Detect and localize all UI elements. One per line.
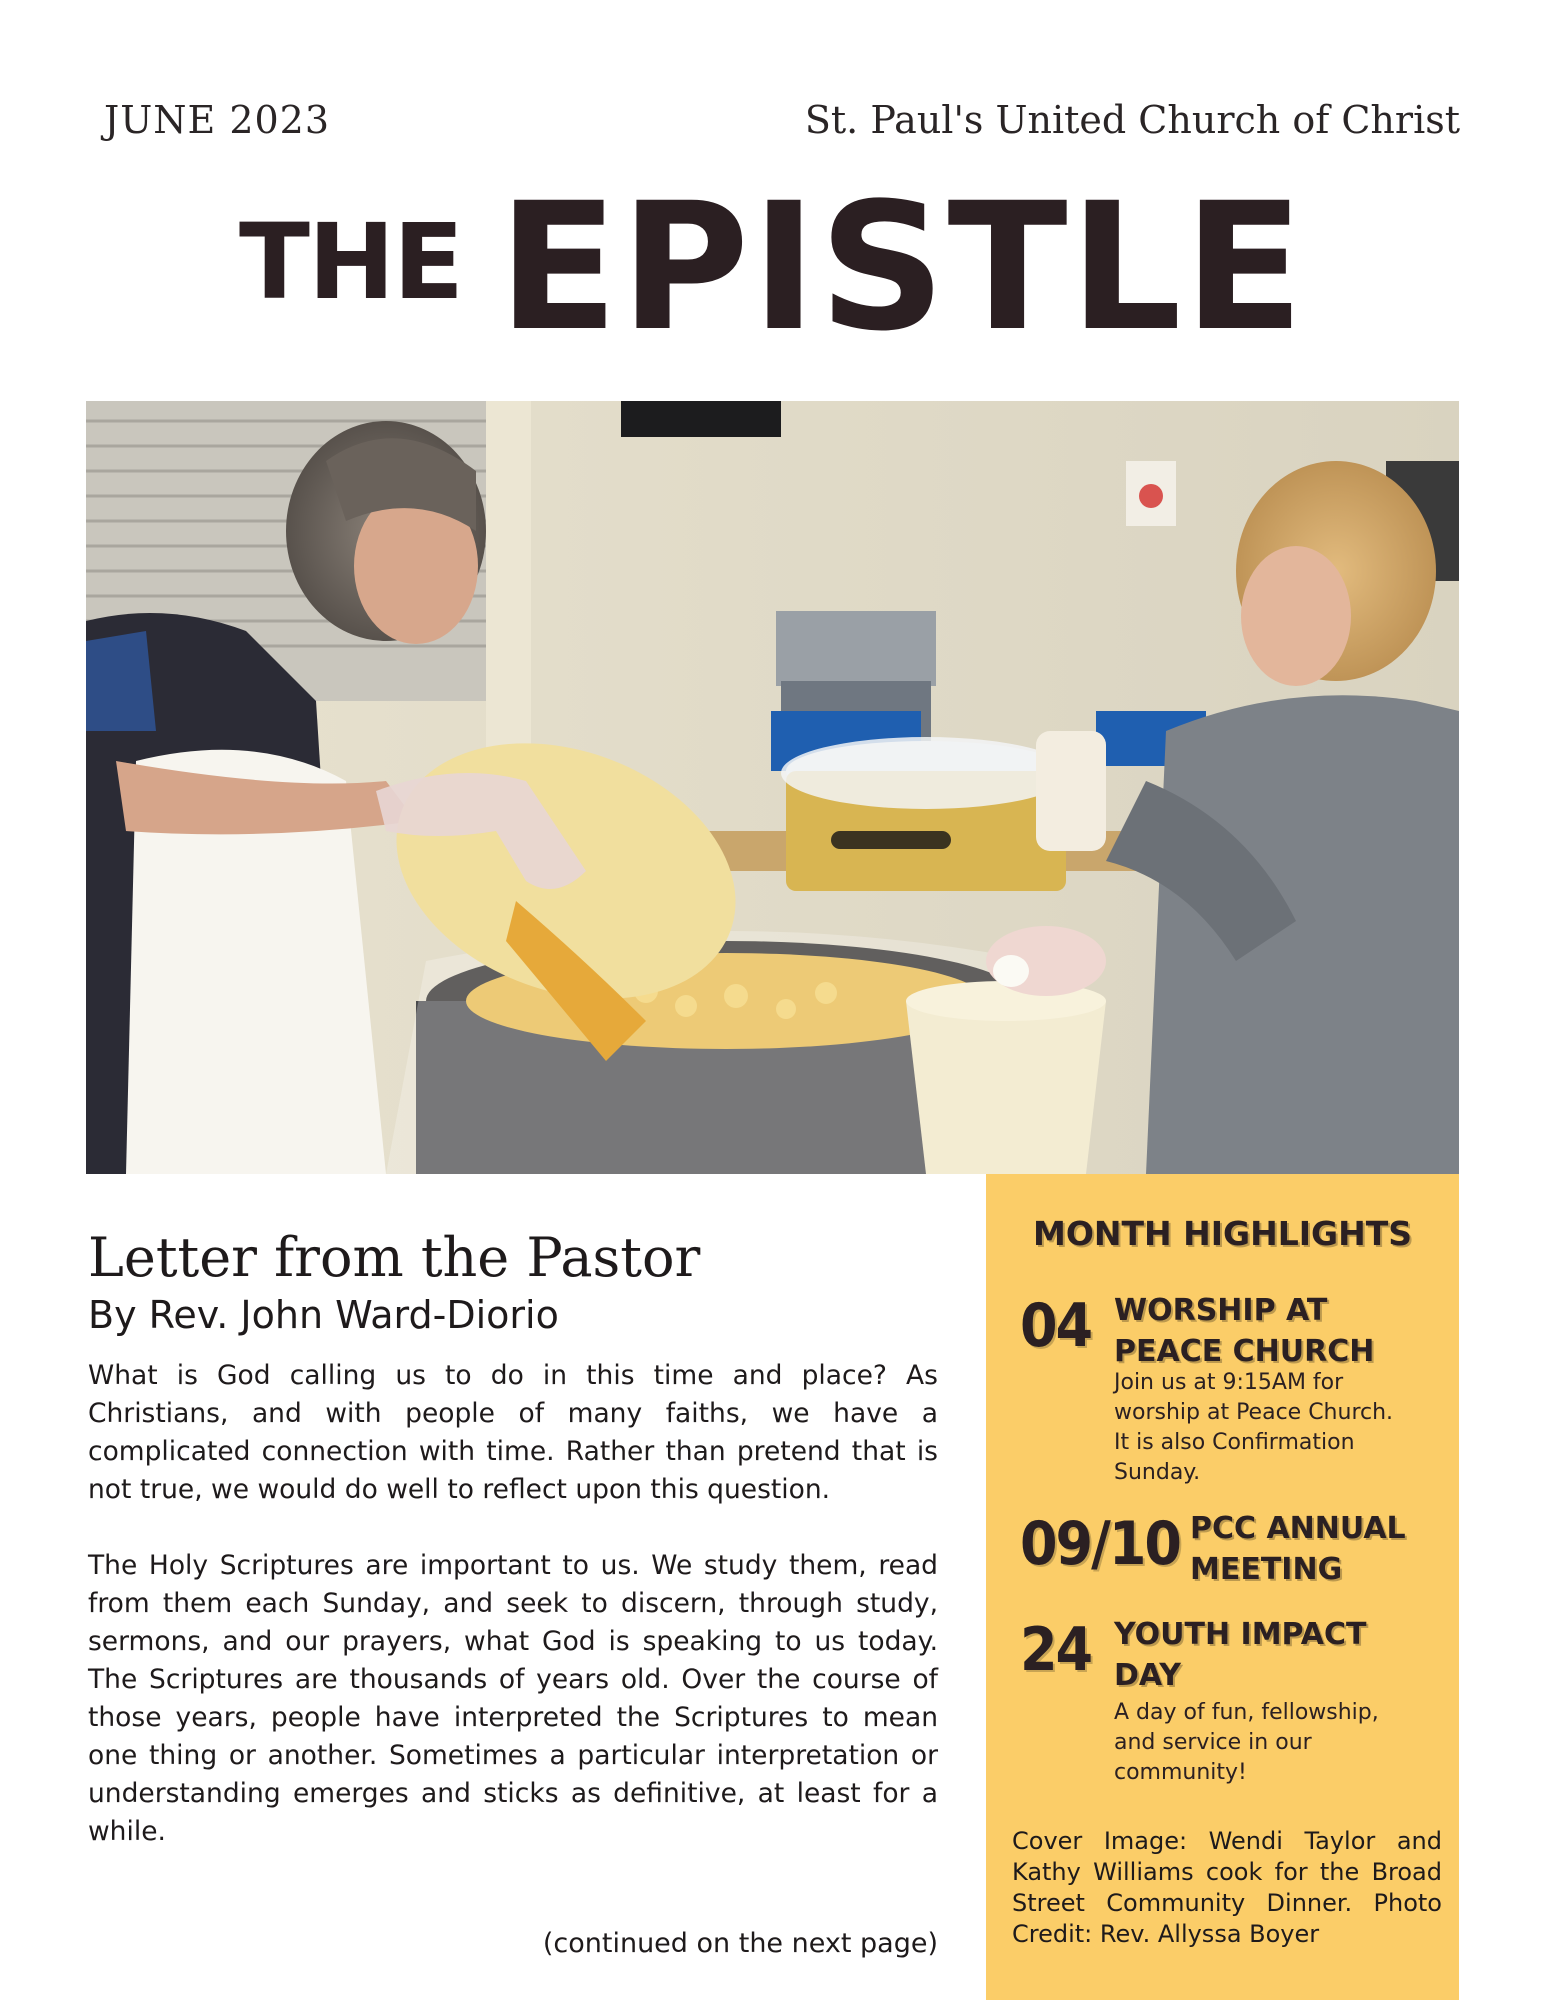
highlight-description: A day of fun, fellowship, and service in our community! — [1114, 1700, 1379, 1785]
article-body — [88, 1357, 938, 1889]
church-name: St. Paul's United Church of Christ — [804, 98, 1460, 142]
article-title: Letter from the Pastor — [88, 1226, 701, 1289]
highlight-title: YOUTH IMPACT DAY — [1114, 1617, 1367, 1693]
cover-photo — [86, 401, 1459, 1174]
issue-date: JUNE 2023 — [104, 98, 331, 142]
highlight-date: 04 — [1020, 1291, 1092, 1361]
article-paragraph: The Holy Scriptures are important to us. We study them, read from them each Sunday, and seek to discern, through study, sermons, and our prayers, what God is speaking to us today. The Scriptures are thousands of years old. Over the course of those years, people have interpreted the Scriptures to mean one thing or another. Sometimes a particular interpretation or understanding emerges and sticks as definitive, at least for a while. — [88, 1550, 938, 1847]
highlight-date: 24 — [1020, 1615, 1092, 1685]
highlight-description: Join us at 9:15AM for worship at Peace Church. It is also Confirmation Sunday. — [1114, 1370, 1394, 1485]
article-paragraph: What is God calling us to do in this time and place? As Christians, and with people of many faiths, we have a complicated connection with time. Rather than pretend that is not true, we would do well to reflect upon this question. — [88, 1360, 938, 1505]
highlight-title: PCC ANNUAL MEETING — [1190, 1511, 1406, 1587]
highlight-date: 09/10 — [1020, 1509, 1180, 1579]
masthead-title — [0, 165, 1545, 370]
article-byline: By Rev. John Ward-Diorio — [88, 1293, 559, 1337]
cover-photo-illustration — [86, 401, 1459, 1174]
masthead-the: THE — [239, 201, 463, 323]
highlights-title: MONTH HIGHLIGHTS — [1032, 1214, 1413, 1253]
month-highlights-panel — [986, 1174, 1459, 2000]
cover-image-credit: Cover Image: Wendi Taylor and Kathy Williams cook for the Broad Street Community Dinner. Photo Credit: Rev. Allyssa Boyer — [1012, 1827, 1442, 1948]
highlight-title: WORSHIP AT PEACE CHURCH — [1114, 1293, 1375, 1369]
continued-note: (continued on the next page) — [542, 1928, 938, 1959]
masthead-epistle: EPISTLE — [498, 165, 1306, 370]
